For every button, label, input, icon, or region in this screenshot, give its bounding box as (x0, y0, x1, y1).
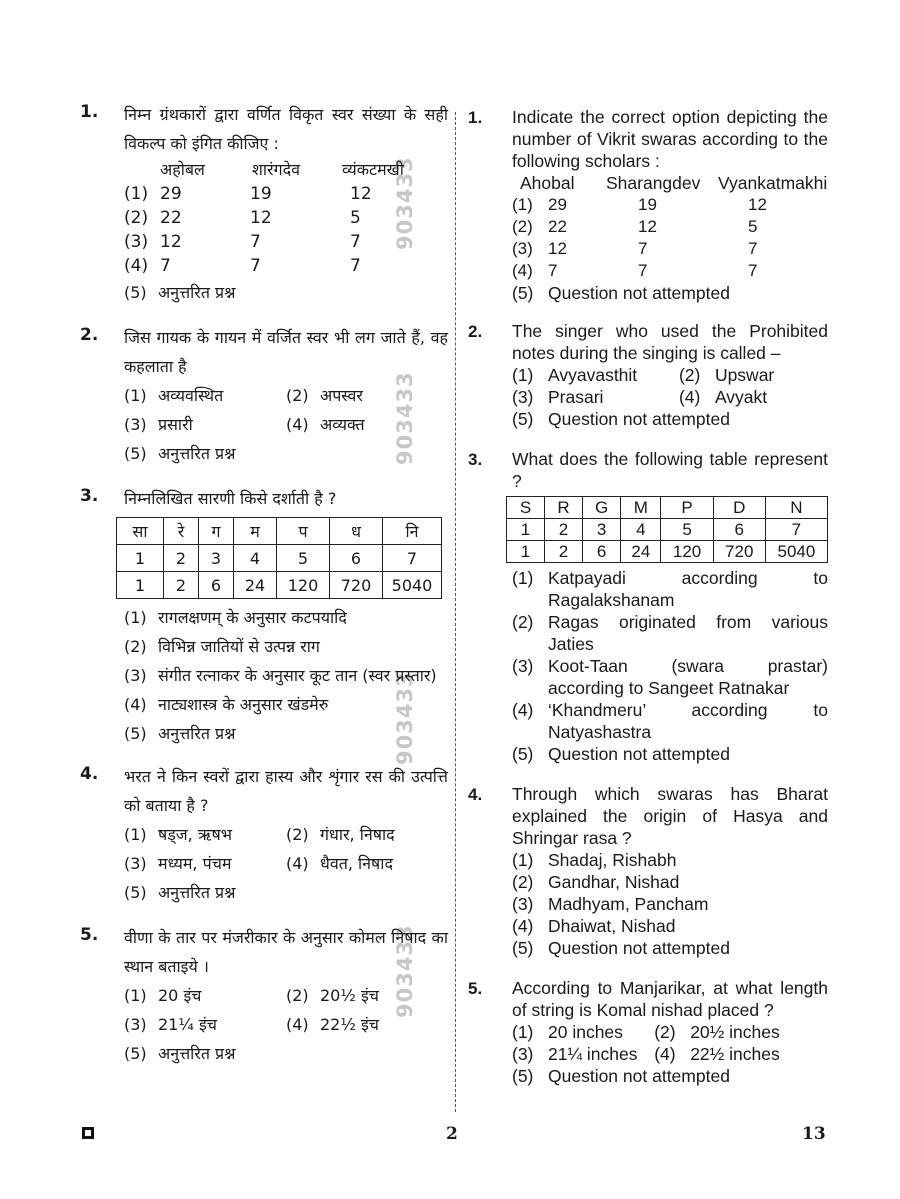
option-text: 20 इंच (158, 986, 202, 1005)
option-text: Ragas originated from various Jaties (548, 612, 828, 654)
table-cell: 5 (277, 545, 330, 572)
option-row[interactable] (124, 878, 448, 907)
option-text: 20 inches (548, 1022, 623, 1042)
option-number: (3) (512, 894, 534, 914)
table-cell: 720 (713, 541, 765, 563)
option-row[interactable] (124, 981, 286, 1010)
option-number: (1) (124, 986, 147, 1005)
option-row[interactable] (124, 849, 286, 878)
option-text: संगीत रत्नाकर के अनुसार कूट तान (स्वर प्रस्तार) (158, 666, 437, 685)
option-row[interactable] (654, 1021, 828, 1043)
option-number: (4) (124, 256, 149, 276)
table-cell: 7 (383, 545, 442, 572)
hindi-column (80, 100, 448, 1086)
option-row[interactable] (512, 611, 828, 655)
scholar-header: Ahobal (520, 173, 575, 193)
option-number: (5) (124, 883, 147, 902)
question-number: 2. (80, 325, 99, 345)
option-text: अपस्वर (320, 386, 363, 405)
option-text: 21¼ इंच (158, 1015, 217, 1034)
option-row[interactable] (124, 206, 448, 230)
scholar-header: Vyankatmakhi (718, 173, 828, 193)
table-cell: P (661, 497, 713, 519)
option-value: 12 (350, 184, 372, 204)
option-number: (2) (124, 637, 147, 656)
option-row[interactable] (124, 661, 448, 690)
option-number: (4) (124, 695, 147, 714)
option-number: (4) (512, 261, 533, 280)
option-text: अनुत्तरित प्रश्न (158, 444, 236, 463)
option-text: अनुत्तरित प्रश्न (158, 724, 236, 743)
question-number: 1. (80, 102, 99, 122)
table-cell: 3 (199, 545, 234, 572)
option-value: 22 (548, 217, 567, 236)
table-cell: म (234, 518, 277, 545)
option-text: अव्यवस्थित (158, 386, 224, 405)
question-text: निम्नलिखित सारणी किसे दर्शाती है ? (124, 489, 337, 508)
option-row[interactable] (512, 1043, 654, 1065)
table-cell: 6 (199, 572, 234, 599)
swara-table (116, 517, 442, 599)
option-text: Shadaj, Rishabh (548, 850, 677, 870)
option-value: 7 (548, 261, 558, 280)
option-number: (4) (678, 387, 701, 407)
option-number: (5) (124, 444, 147, 463)
option-row[interactable] (124, 820, 286, 849)
option-text: प्रसारी (158, 415, 193, 434)
option-row[interactable] (124, 439, 448, 468)
page-number-right: 13 (802, 1124, 826, 1144)
option-number: (4) (654, 1044, 676, 1064)
option-row[interactable] (512, 893, 828, 915)
option-row[interactable] (512, 849, 828, 871)
option-value: 7 (748, 239, 758, 258)
option-row[interactable] (512, 408, 828, 430)
option-number: (1) (124, 608, 147, 627)
option-number: (4) (286, 854, 309, 873)
stamp-watermark-4: 903433 (393, 924, 417, 1018)
table-cell: 4 (621, 519, 661, 541)
option-text: मध्यम, पंचम (158, 854, 232, 873)
option-text: विभिन्न जातियों से उत्पन्न राग (158, 637, 320, 656)
option-text: Question not attempted (548, 938, 730, 958)
option-number: (3) (512, 1044, 534, 1064)
scholar-headers (160, 158, 448, 182)
option-value: 5 (748, 217, 758, 236)
option-row[interactable] (124, 603, 448, 632)
table-cell: 2 (545, 519, 583, 541)
table-cell: 5 (661, 519, 713, 541)
option-text: Dhaiwat, Nishad (548, 916, 676, 936)
scholar-header: Sharangdev (606, 173, 701, 193)
option-number: (4) (286, 1015, 309, 1034)
table-cell: M (621, 497, 661, 519)
option-row[interactable] (124, 690, 448, 719)
question-text: जिस गायक के गायन में वर्जित स्वर भी लग जाते हैं, वह कहलाता है (124, 328, 448, 376)
option-number: (1) (512, 365, 534, 385)
option-row[interactable] (512, 364, 679, 386)
option-text: धैवत, निषाद (320, 854, 393, 873)
question-number: 4. (80, 764, 99, 784)
option-number: (2) (678, 365, 701, 385)
english-column (468, 106, 828, 1105)
question-number: 5. (80, 925, 99, 945)
option-text: गंधार, निषाद (320, 825, 395, 844)
option-row[interactable] (512, 915, 828, 937)
option-row[interactable] (124, 410, 286, 439)
table-cell: 6 (713, 519, 765, 541)
option-row[interactable] (512, 743, 828, 765)
scholar-header: अहोबल (160, 160, 205, 179)
option-value: 22 (160, 208, 182, 228)
option-text: Question not attempted (548, 744, 730, 764)
table-cell: N (765, 497, 827, 519)
option-number: (2) (512, 612, 534, 632)
table-cell: 24 (621, 541, 661, 563)
option-text: Avyakt (714, 387, 768, 407)
option-row[interactable] (124, 381, 286, 410)
option-row[interactable] (124, 1039, 448, 1068)
question-text: Through which swaras has Bharat explained the origin of Hasya and Shringar rasa ? (512, 784, 828, 848)
option-row[interactable] (124, 1010, 286, 1039)
hindi-question-5 (80, 923, 448, 1068)
option-row[interactable] (124, 254, 448, 278)
option-number: (2) (286, 386, 309, 405)
option-text: 22½ इंच (320, 1015, 379, 1034)
option-row[interactable] (124, 182, 448, 206)
option-number: (1) (512, 1022, 534, 1042)
option-number: (3) (512, 387, 534, 407)
option-number: (3) (512, 656, 534, 676)
option-value: 5 (350, 208, 361, 228)
table-cell: 5040 (383, 572, 442, 599)
question-text: निम्न ग्रंथकारों द्वारा वर्णित विकृत स्वर संख्या के सही विकल्प को इंगित कीजिए : (124, 105, 448, 153)
question-number: 3. (80, 486, 99, 506)
option-text: Question not attempted (548, 1066, 730, 1086)
option-row[interactable] (286, 410, 448, 439)
option-row[interactable] (512, 260, 828, 282)
question-number: 5. (468, 979, 483, 998)
option-row[interactable] (512, 655, 828, 699)
table-cell: R (545, 497, 583, 519)
option-row[interactable] (286, 981, 448, 1010)
option-value: 7 (160, 256, 171, 276)
option-text: ‘Khandmeru’ according to Natyashastra (548, 700, 828, 742)
option-number: (5) (124, 1044, 147, 1063)
option-row[interactable] (512, 871, 828, 893)
option-number: (5) (512, 409, 534, 429)
question-number: 3. (468, 450, 483, 469)
option-row[interactable] (512, 238, 828, 260)
option-row[interactable] (286, 820, 448, 849)
option-number: (3) (124, 854, 147, 873)
option-row[interactable] (654, 1043, 828, 1065)
question-text: What does the following table represent ? (512, 449, 828, 491)
option-value: 12 (548, 239, 567, 258)
stamp-watermark-1: 903433 (393, 156, 417, 250)
question-text: Indicate the correct option depicting the number of Vikrit swaras according to the following scholars : (512, 107, 828, 171)
table-cell: G (583, 497, 621, 519)
table-cell: नि (383, 518, 442, 545)
option-value: 19 (638, 195, 657, 214)
option-row[interactable] (512, 567, 828, 611)
option-text: 22½ inches (690, 1044, 780, 1064)
option-row[interactable] (512, 937, 828, 959)
option-text: Prasari (548, 387, 604, 407)
option-row[interactable] (512, 1021, 654, 1043)
option-row[interactable] (512, 282, 828, 304)
hindi-question-1 (80, 100, 448, 307)
question-text: The singer who used the Prohibited notes during the singing is called – (512, 321, 828, 363)
option-number: (5) (512, 283, 534, 303)
table-cell: 120 (661, 541, 713, 563)
option-number: (3) (124, 232, 149, 252)
option-text: अनुत्तरित प्रश्न (158, 283, 236, 302)
option-text: Avyavasthit (548, 365, 638, 385)
option-text: अव्यक्त (320, 415, 365, 434)
table-cell: 2 (164, 545, 199, 572)
option-number: (3) (512, 239, 533, 258)
option-value: 19 (250, 184, 272, 204)
option-number: (1) (124, 825, 147, 844)
option-row[interactable] (512, 699, 828, 743)
option-value: 12 (160, 232, 182, 252)
option-number: (2) (286, 986, 309, 1005)
option-value: 7 (748, 261, 758, 280)
table-cell: 6 (583, 541, 621, 563)
option-value: 7 (638, 261, 648, 280)
option-number: (4) (512, 916, 534, 936)
scholar-header: व्यंकटमखी (342, 160, 404, 179)
column-divider (455, 112, 456, 1112)
option-row[interactable] (512, 386, 679, 408)
option-text: अनुत्तरित प्रश्न (158, 883, 236, 902)
table-cell: रे (164, 518, 199, 545)
option-row[interactable] (286, 381, 448, 410)
stamp-watermark-3: 903433 (393, 671, 417, 765)
option-number: (2) (286, 825, 309, 844)
option-text: 21¼ inches (548, 1044, 638, 1064)
option-number: (2) (512, 217, 533, 236)
english-question-3 (468, 448, 828, 765)
option-value: 12 (250, 208, 272, 228)
square-marker-icon (82, 1127, 94, 1139)
option-row[interactable] (124, 719, 448, 748)
option-value: 7 (350, 256, 361, 276)
option-number: (3) (124, 1015, 147, 1034)
english-question-1 (468, 106, 828, 304)
table-cell: ध (330, 518, 383, 545)
hindi-question-2 (80, 323, 448, 468)
option-text: षड्ज, ऋषभ (158, 825, 232, 844)
table-cell: ग (199, 518, 234, 545)
scholar-header: शारंगदेव (252, 160, 300, 179)
table-cell: 1 (507, 519, 545, 541)
option-number: (1) (124, 184, 149, 204)
option-value: 29 (160, 184, 182, 204)
table-cell: 5040 (765, 541, 827, 563)
option-number: (2) (512, 872, 534, 892)
option-row[interactable] (679, 364, 828, 386)
table-cell: S (507, 497, 545, 519)
option-row[interactable] (512, 194, 828, 216)
stamp-watermark-2: 903433 (393, 371, 417, 465)
page-number-left: 2 (446, 1124, 458, 1144)
scholar-headers (520, 172, 828, 194)
option-row[interactable] (124, 230, 448, 254)
option-value: 7 (638, 239, 648, 258)
table-cell: 1 (507, 541, 545, 563)
option-text: Question not attempted (548, 409, 730, 429)
table-cell: 6 (330, 545, 383, 572)
option-number: (2) (654, 1022, 676, 1042)
option-row[interactable] (679, 386, 828, 408)
option-text: Question not attempted (548, 283, 730, 303)
option-row[interactable] (286, 1010, 448, 1039)
table-cell: 2 (164, 572, 199, 599)
option-text: अनुत्तरित प्रश्न (158, 1044, 236, 1063)
english-question-4 (468, 783, 828, 959)
option-value: 7 (350, 232, 361, 252)
option-value: 7 (250, 232, 261, 252)
option-value: 12 (638, 217, 657, 236)
option-number: (3) (124, 666, 147, 685)
question-number: 4. (468, 785, 483, 804)
table-cell: 2 (545, 541, 583, 563)
question-text: भरत ने किन स्वरों द्वारा हास्य और शृंगार रस की उत्पत्ति को बताया है ? (124, 767, 448, 815)
option-text: Madhyam, Pancham (548, 894, 709, 914)
option-number: (3) (124, 415, 147, 434)
table-cell: 1 (117, 572, 164, 599)
option-text: Upswar (714, 365, 775, 385)
option-number: (1) (124, 386, 147, 405)
option-row[interactable] (124, 278, 448, 307)
table-cell: 24 (234, 572, 277, 599)
option-value: 12 (748, 195, 767, 214)
option-text: नाट्यशास्त्र के अनुसार खंडमेरु (158, 695, 329, 714)
option-value: 7 (250, 256, 261, 276)
option-number: (5) (124, 283, 147, 302)
option-number: (4) (512, 700, 534, 720)
option-row[interactable] (124, 632, 448, 661)
option-text: Koot-Taan (swara prastar) according to Sangeet Ratnakar (548, 656, 828, 698)
option-text: 20½ इंच (320, 986, 379, 1005)
table-cell: 1 (117, 545, 164, 572)
swara-table (506, 496, 828, 563)
table-cell: D (713, 497, 765, 519)
table-cell: 720 (330, 572, 383, 599)
option-number: (4) (286, 415, 309, 434)
question-number: 1. (468, 108, 483, 127)
option-text: रागलक्षणम् के अनुसार कटपयादि (158, 608, 347, 627)
option-value: 29 (548, 195, 567, 214)
question-text: वीणा के तार पर मंजरीकार के अनुसार कोमल निषाद का स्थान बताइये । (124, 928, 448, 976)
table-cell: 3 (583, 519, 621, 541)
option-row[interactable] (512, 1065, 828, 1087)
option-text: Katpayadi according to Ragalakshanam (548, 568, 828, 610)
english-question-5 (468, 977, 828, 1087)
table-cell: 7 (765, 519, 827, 541)
table-cell: 4 (234, 545, 277, 572)
question-number: 2. (468, 322, 483, 341)
option-number: (2) (124, 208, 149, 228)
option-number: (5) (512, 938, 534, 958)
option-number: (1) (512, 195, 533, 214)
option-number: (1) (512, 850, 534, 870)
option-text: Gandhar, Nishad (548, 872, 680, 892)
english-question-2 (468, 320, 828, 430)
option-number: (1) (512, 568, 534, 588)
hindi-question-3 (80, 484, 448, 748)
option-number: (5) (124, 724, 147, 743)
option-number: (5) (512, 744, 534, 764)
table-cell: प (277, 518, 330, 545)
table-cell: 120 (277, 572, 330, 599)
option-row[interactable] (512, 216, 828, 238)
option-row[interactable] (286, 849, 448, 878)
table-cell: सा (117, 518, 164, 545)
option-text: 20½ inches (690, 1022, 780, 1042)
hindi-question-4 (80, 762, 448, 907)
option-number: (5) (512, 1066, 534, 1086)
question-text: According to Manjarikar, at what length of string is Komal nishad placed ? (512, 978, 828, 1020)
